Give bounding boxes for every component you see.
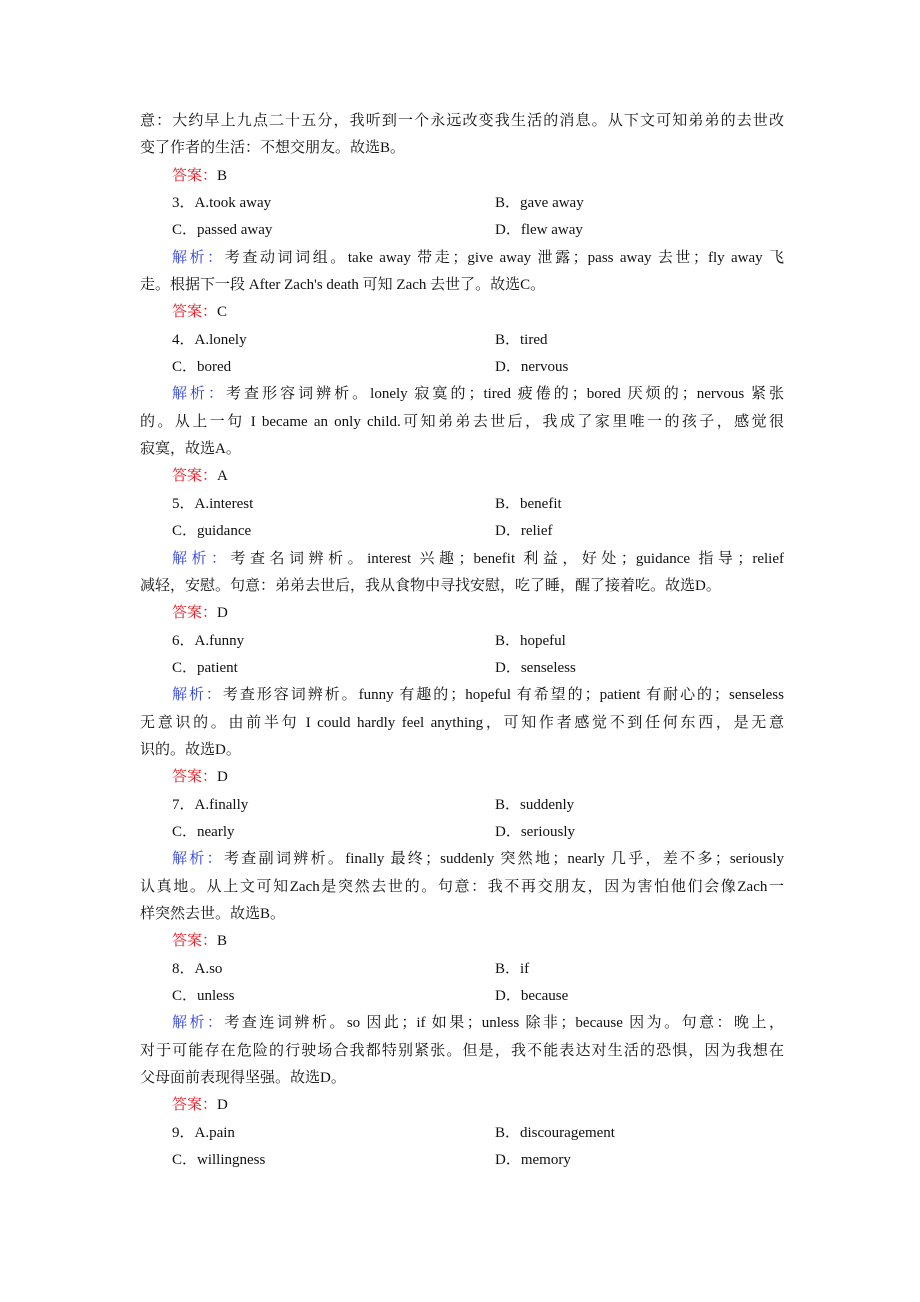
document-content [140,108,784,1174]
option-c: C．unless [172,988,235,1004]
question-number: 9． [172,1124,195,1141]
option-d: D．flew away [495,222,583,239]
answer-label: 答案： [172,167,218,184]
question-options-row [140,190,784,217]
analysis-line [140,245,784,272]
option-a: A.took away [194,195,272,212]
analysis-text: 无意识的。由前半句 I could hardly feel anything，可知作者感觉不到任何东西，是无意 [140,714,784,731]
option-c: C．nearly [172,823,235,840]
analysis-line [140,737,784,764]
answer-label: 答案： [172,468,218,485]
answer-label: 答案： [172,605,218,622]
answer-line [140,600,784,627]
analysis-line [140,710,784,737]
answer-line [140,463,784,490]
question-options-row [140,1120,784,1147]
answer-label: 答案： [172,1097,218,1114]
analysis-text: 考查名词辨析。interest 兴趣；benefit 利益，好处；guidance 指导；relief [230,550,784,567]
answer-line [140,1092,784,1119]
analysis-line [140,846,784,873]
answer-value: D [217,1097,228,1114]
analysis-line [140,573,784,600]
question-number: 5． [172,495,195,512]
question-number: 6． [172,632,195,649]
analysis-text: 走。根据下一段 After Zach's death 可知 Zach 去世了。故选C。 [140,277,546,294]
analysis-line [140,108,784,135]
question-options-row [140,655,784,682]
analysis-text: 考查形容词辨析。funny 有趣的；hopeful 有希望的；patient 有耐心的；senseless [222,687,784,704]
analysis-line [140,1065,784,1092]
question-options-row [140,354,784,381]
analysis-line [140,135,784,162]
option-b: B．discouragement [495,1124,615,1141]
option-b: B．benefit [495,495,562,512]
analysis-line [140,381,784,408]
option-d: D．because [495,988,569,1004]
analysis-text: 考查连词辨析。so 因此；if 如果；unless 除非；because 因为。句意：晚上， [224,1015,784,1032]
question-number: 8． [172,960,195,977]
analysis-text: 考查形容词辨析。lonely 寂寞的；tired 疲倦的；bored 厌烦的；nervous 紧张 [226,386,784,403]
analysis-line [140,272,784,299]
question-options-row [140,518,784,545]
option-c: C．willingness [172,1152,266,1169]
analysis-line [140,546,784,573]
question-options-row [140,327,784,354]
option-b: B．suddenly [495,796,575,813]
option-a: A.funny [194,632,245,649]
option-d: D．memory [495,1152,571,1169]
answer-value: D [217,769,228,786]
answer-value: B [217,933,228,950]
question-options-row [140,956,784,983]
option-b: B．gave away [495,195,584,212]
analysis-text: 寂寞，故选A。 [140,441,241,458]
analysis-text: 的。从上一句 I became an only child.可知弟弟去世后，我成了家里唯一的孩子，感觉很 [140,413,784,430]
analysis-text: 意：大约早上九点二十五分，我听到一个永远改变我生活的消息。从下文可知弟弟的去世改 [140,113,784,129]
answer-value: B [217,167,228,184]
option-b: B．if [495,960,530,977]
option-c: C．bored [172,359,232,376]
analysis-line [140,682,784,709]
question-number: 4． [172,331,195,348]
option-a: A.pain [194,1124,235,1141]
question-options-row [140,217,784,244]
question-options-row [140,983,784,1010]
analysis-text: 识的。故选D。 [140,741,241,758]
option-a: A.lonely [194,331,247,348]
option-a: A.so [194,960,223,977]
analysis-label: 解析： [172,687,223,704]
answer-value: D [217,605,228,622]
option-a: A.finally [194,796,249,813]
analysis-label: 解析： [172,1015,225,1032]
analysis-text: 认真地。从上文可知Zach是突然去世的。句意：我不再交朋友，因为害怕他们会像Zach一 [140,878,784,895]
option-c: C．patient [172,659,238,676]
analysis-line [140,1010,784,1037]
analysis-text: 对于可能存在危险的行驶场合我都特别紧张。但是，我不能表达对生活的恐惧，因为我想在 [140,1042,784,1059]
analysis-text: 变了作者的生活：不想交朋友。故选B。 [140,140,406,157]
analysis-text: 考查动词词组。take away 带走；give away 泄露；pass away 去世；fly away 飞 [224,249,784,266]
answer-line [140,163,784,190]
analysis-line [140,1038,784,1065]
analysis-label: 解析： [172,550,231,567]
answer-line [140,764,784,791]
option-c: C．guidance [172,523,252,540]
question-options-row [140,628,784,655]
analysis-label: 解析： [172,386,227,403]
answer-line [140,299,784,326]
question-number: 7． [172,796,195,813]
analysis-line [140,409,784,436]
option-c: C．passed away [172,222,273,239]
analysis-text: 考查副词辨析。finally 最终；suddenly 突然地；nearly 几乎，差不多；seriously [223,851,784,868]
analysis-text: 样突然去世。故选B。 [140,905,286,922]
answer-value: C [217,304,228,321]
option-d: D．nervous [495,359,569,376]
question-options-row [140,491,784,518]
answer-value: A [217,468,228,485]
analysis-line [140,874,784,901]
analysis-label: 解析： [172,851,224,868]
analysis-line [140,436,784,463]
question-options-row [140,1147,784,1174]
analysis-text: 父母面前表现得坚强。故选D。 [140,1070,346,1087]
answer-label: 答案： [172,769,218,786]
option-a: A.interest [194,495,254,512]
question-options-row [140,792,784,819]
analysis-label: 解析： [172,249,225,266]
answer-line [140,928,784,955]
option-d: D．senseless [495,659,576,676]
option-b: B．tired [495,331,548,348]
question-number: 3． [172,195,195,212]
option-d: D．seriously [495,823,575,840]
answer-label: 答案： [172,933,218,950]
option-d: D．relief [495,523,553,540]
analysis-text: 减轻，安慰。句意：弟弟去世后，我从食物中寻找安慰，吃了睡，醒了接着吃。故选D。 [140,577,721,594]
question-options-row [140,819,784,846]
analysis-line [140,901,784,928]
option-b: B．hopeful [495,632,566,649]
answer-label: 答案： [172,304,218,321]
